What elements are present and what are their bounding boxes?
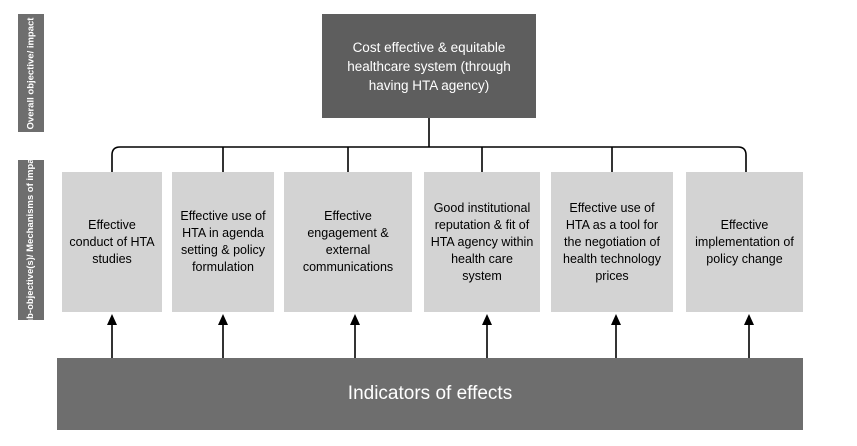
node-sub-objective-6-label: Effective implementation of policy change bbox=[695, 217, 794, 266]
node-sub-objective-5-label: Effective use of HTA as a tool for the negotiation of health technology prices bbox=[563, 200, 661, 283]
node-indicators-of-effects-label: Indicators of effects bbox=[347, 383, 513, 404]
node-indicators-of-effects bbox=[57, 358, 803, 430]
node-sub-objective-4 bbox=[424, 172, 540, 312]
node-overall-objective bbox=[322, 14, 536, 118]
band-label-overall-objective-text: Overall objective/ impact bbox=[25, 17, 37, 129]
node-sub-objective-1 bbox=[62, 172, 162, 312]
node-overall-objective-label: Cost effective & equitable healthcare system (through having HTA agency) bbox=[347, 39, 511, 93]
node-sub-objective-5 bbox=[551, 172, 673, 312]
node-sub-objective-4-label: Good institutional reputation & fit of HTA agency within health care system bbox=[430, 200, 534, 283]
node-sub-objective-2 bbox=[172, 172, 274, 312]
band-label-sub-objectives-text: Sub-objective(s)/ Mechanisms of impact bbox=[25, 149, 37, 331]
node-sub-objective-1-label: Effective conduct of HTA studies bbox=[69, 217, 155, 266]
node-sub-objective-3 bbox=[284, 172, 412, 312]
node-sub-objective-6 bbox=[686, 172, 803, 312]
node-sub-objective-2-label: Effective use of HTA in agenda setting & policy formulation bbox=[180, 209, 266, 274]
node-sub-objective-3-label: Effective engagement & external communications bbox=[302, 209, 394, 274]
band-label-sub-objectives bbox=[18, 149, 44, 331]
band-label-overall-objective bbox=[18, 14, 44, 132]
